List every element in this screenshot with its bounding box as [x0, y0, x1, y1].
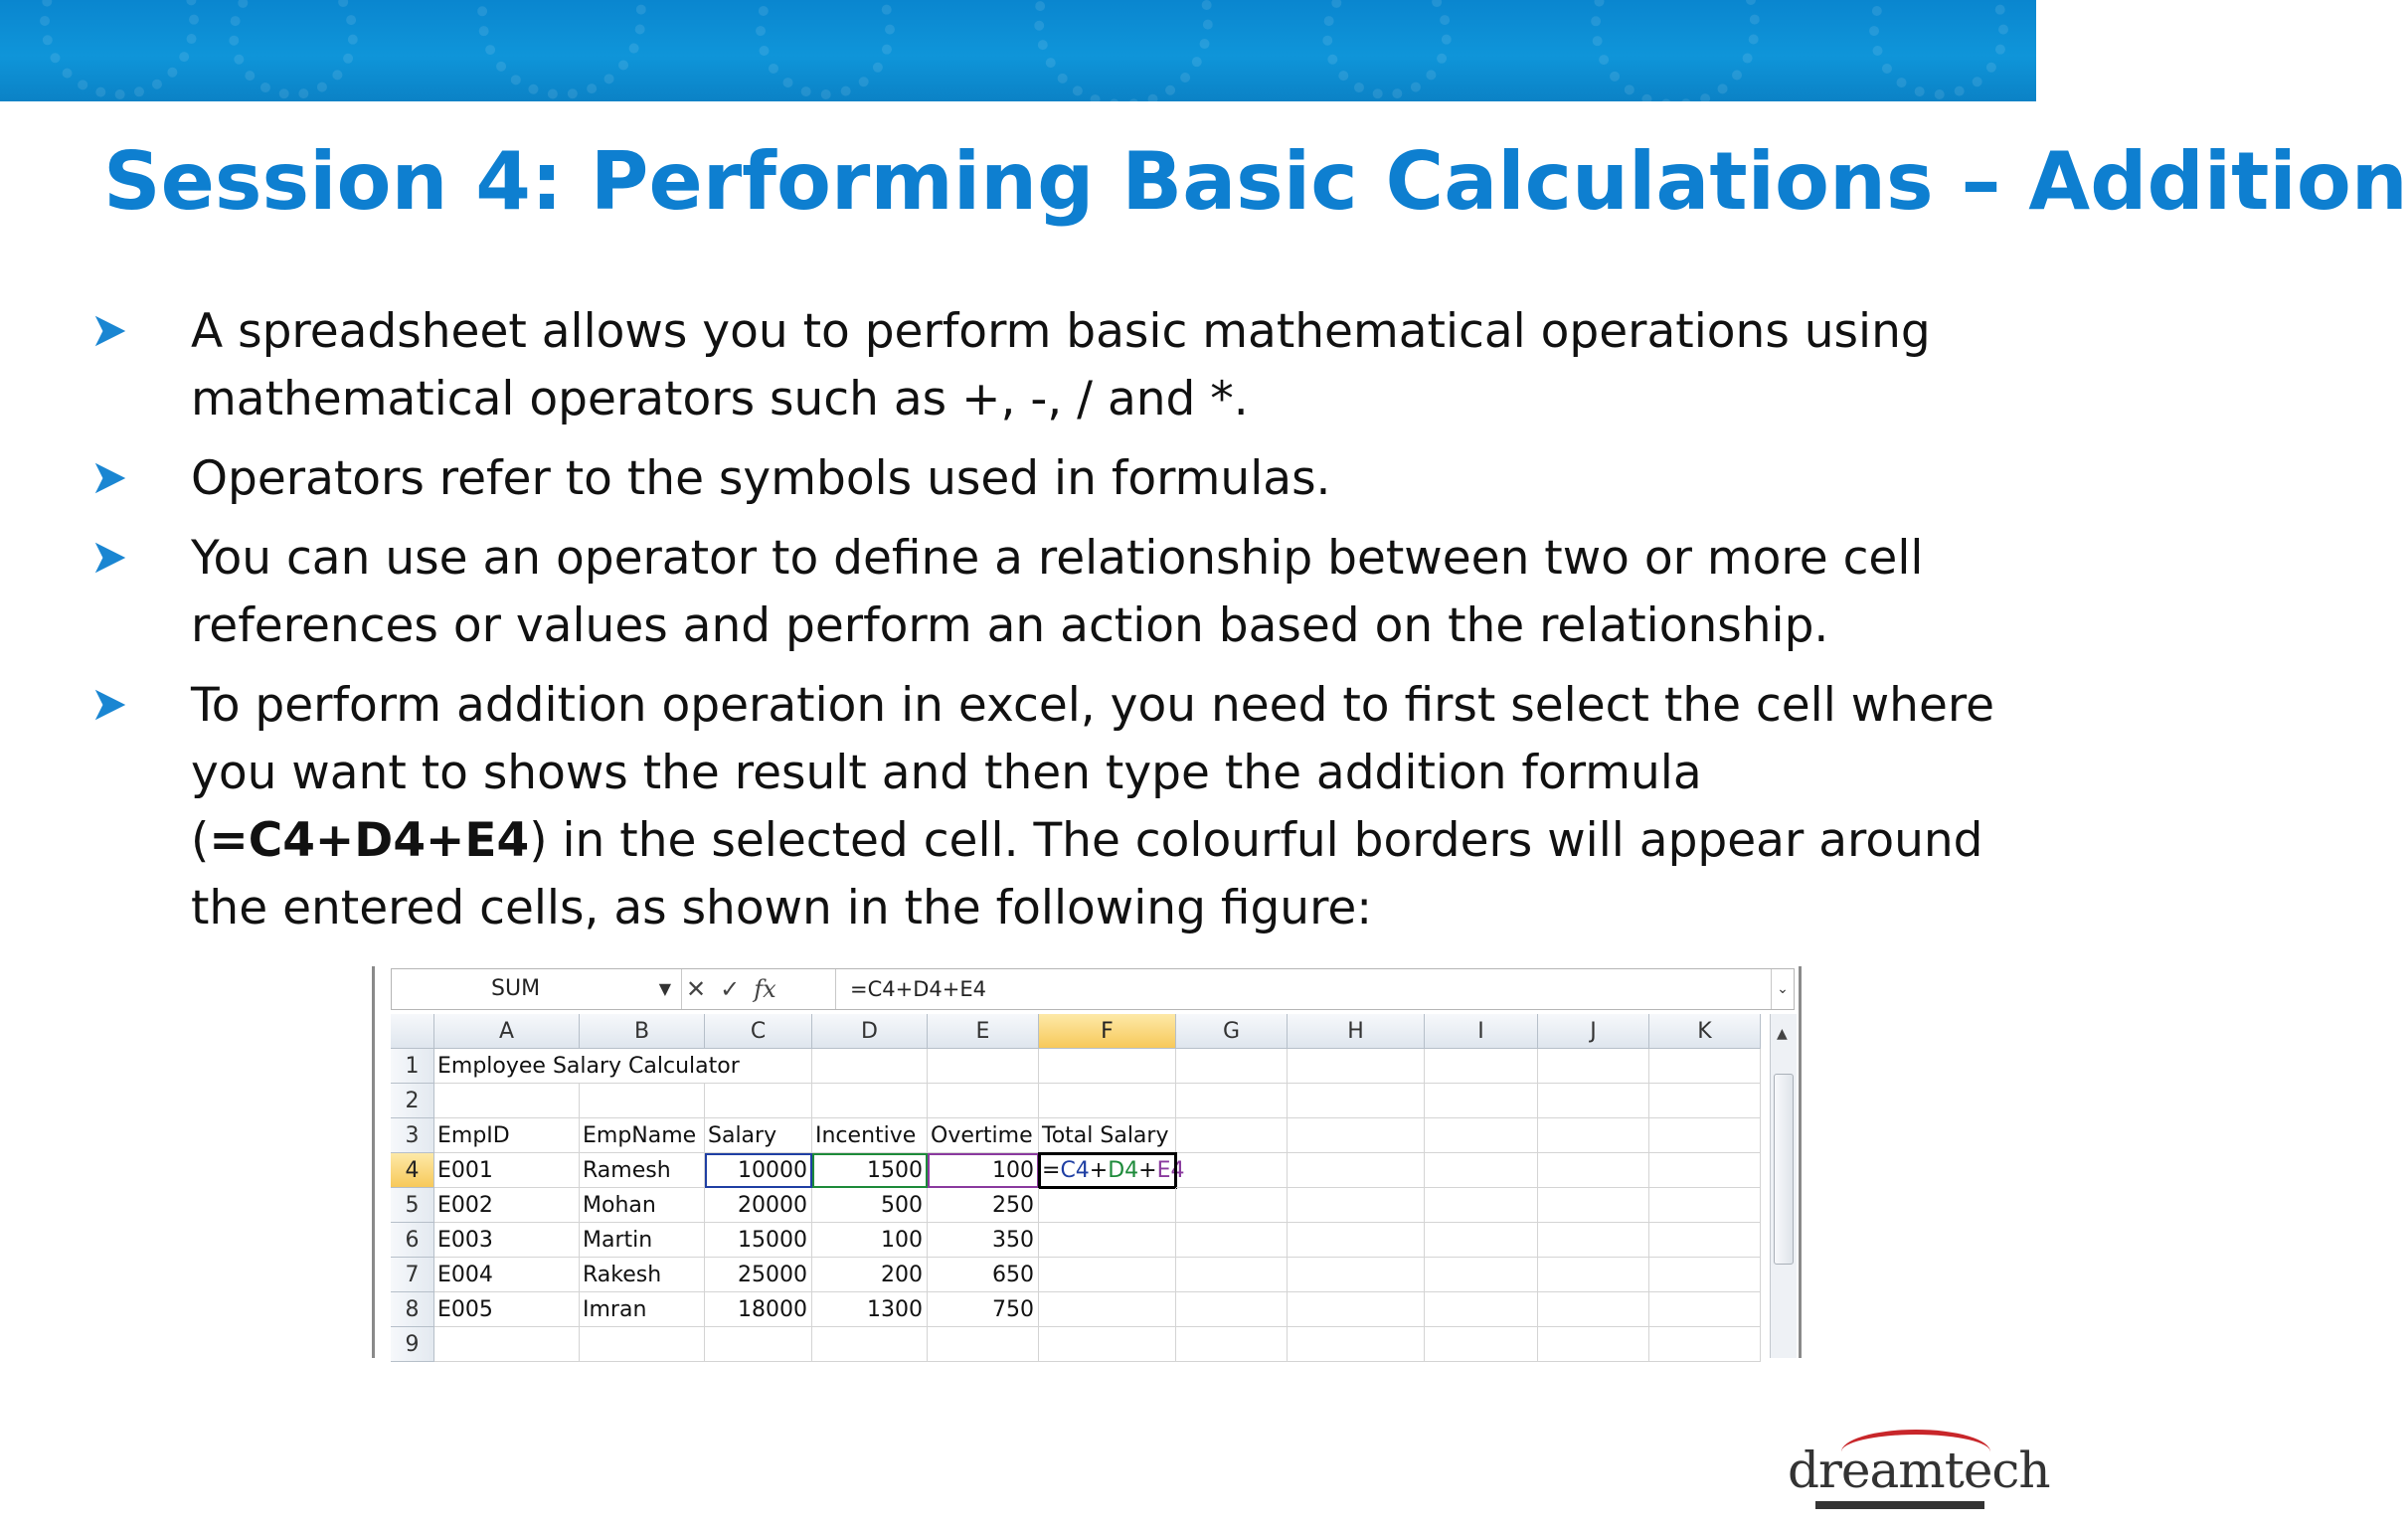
formula-buttons — [686, 969, 835, 1009]
cell[interactable] — [1288, 1327, 1425, 1362]
cell[interactable] — [812, 1049, 928, 1084]
formula-ref-e4: E4 — [1156, 1158, 1185, 1183]
formula-plus: + — [1089, 1158, 1109, 1183]
cell-header-incentive[interactable]: Incentive — [812, 1118, 928, 1153]
enter-check-icon[interactable]: ✓ — [720, 975, 741, 1003]
cell[interactable] — [1649, 1258, 1761, 1292]
cell[interactable]: E001 — [434, 1153, 580, 1188]
cell[interactable]: 100 — [812, 1223, 928, 1258]
cell[interactable]: 250 — [928, 1188, 1039, 1223]
bullet-item — [89, 298, 1998, 433]
bullet-text-after: ) in the selected cell. The colourful borders will appear around the entered cells, as shown in the following figure: — [191, 813, 1983, 935]
row-header[interactable]: 7 — [391, 1258, 434, 1292]
cell[interactable] — [1288, 1188, 1425, 1223]
column-header-selected[interactable]: F — [1039, 1014, 1176, 1049]
bullet-text: You can use an operator to define a relationship between two or more cell references or values and perform an action based on the relationship. — [191, 531, 1924, 653]
cell[interactable] — [1649, 1292, 1761, 1327]
dreamtech-logo — [1788, 1438, 2050, 1509]
name-box[interactable] — [392, 969, 682, 1009]
scroll-up-icon[interactable]: ▲ — [1777, 1026, 1788, 1042]
column-header[interactable]: C — [705, 1014, 812, 1049]
cell[interactable] — [1039, 1292, 1176, 1327]
cell[interactable]: 350 — [928, 1223, 1039, 1258]
cell[interactable] — [1176, 1292, 1288, 1327]
arrow-bullet-icon — [91, 686, 129, 724]
formula-ref-c4: C4 — [1060, 1158, 1090, 1183]
cell[interactable] — [1288, 1118, 1425, 1153]
cell[interactable] — [1425, 1153, 1538, 1188]
cell[interactable] — [1425, 1327, 1538, 1362]
bullet-text: Operators refer to the symbols used in formulas. — [191, 451, 1331, 506]
cell[interactable] — [1425, 1049, 1538, 1084]
cell[interactable]: E005 — [434, 1292, 580, 1327]
cell[interactable] — [928, 1084, 1039, 1118]
bullet-item — [89, 525, 1998, 660]
cell-header-total-salary[interactable]: Total Salary — [1039, 1118, 1176, 1153]
logo-underline — [1815, 1501, 1984, 1509]
expand-formula-bar-icon[interactable]: ⌄ — [1771, 969, 1794, 1009]
cell[interactable] — [1039, 1258, 1176, 1292]
row-header[interactable]: 9 — [391, 1327, 434, 1362]
column-header[interactable]: D — [812, 1014, 928, 1049]
column-header[interactable]: G — [1176, 1014, 1288, 1049]
cell[interactable] — [1176, 1327, 1288, 1362]
arrow-bullet-icon — [91, 459, 129, 497]
cell[interactable] — [1176, 1258, 1288, 1292]
arrow-bullet-icon — [91, 539, 129, 577]
row-header[interactable]: 2 — [391, 1084, 434, 1118]
cell[interactable] — [580, 1327, 705, 1362]
row-header[interactable]: 8 — [391, 1292, 434, 1327]
bullet-text-before: To perform addition operation in excel, you need to first select the cell where you want to shows the result and then type the addition formula ( — [191, 678, 1995, 868]
bullet-list — [89, 298, 1998, 954]
cell[interactable]: Rakesh — [580, 1258, 705, 1292]
header-band — [0, 0, 2036, 101]
column-header[interactable]: I — [1425, 1014, 1538, 1049]
cell[interactable] — [1425, 1223, 1538, 1258]
cell[interactable] — [1039, 1049, 1176, 1084]
cell[interactable]: 750 — [928, 1292, 1039, 1327]
row-header[interactable]: 5 — [391, 1188, 434, 1223]
column-header[interactable]: K — [1649, 1014, 1761, 1049]
scrollbar-thumb[interactable] — [1774, 1074, 1794, 1265]
cell[interactable] — [1425, 1292, 1538, 1327]
dropdown-arrow-icon[interactable]: ▼ — [658, 979, 671, 998]
cell[interactable] — [1649, 1118, 1761, 1153]
cell-ref-c4[interactable]: 10000 — [705, 1153, 812, 1188]
cell[interactable] — [705, 1327, 812, 1362]
cell[interactable]: Mohan — [580, 1188, 705, 1223]
cell-ref-d4[interactable]: 1500 — [812, 1153, 928, 1188]
row-header-selected[interactable]: 4 — [391, 1153, 434, 1188]
cell[interactable] — [1538, 1327, 1649, 1362]
logo-text: dreamtech — [1788, 1442, 2050, 1499]
cell[interactable] — [812, 1084, 928, 1118]
cell[interactable] — [1538, 1118, 1649, 1153]
cell[interactable]: Ramesh — [580, 1153, 705, 1188]
cell[interactable] — [1288, 1292, 1425, 1327]
cell[interactable] — [1649, 1188, 1761, 1223]
cell[interactable] — [1538, 1049, 1649, 1084]
cancel-icon[interactable]: ✕ — [686, 975, 707, 1003]
formula-plus: + — [1138, 1158, 1157, 1183]
cell[interactable]: E002 — [434, 1188, 580, 1223]
cell[interactable] — [1176, 1118, 1288, 1153]
cell[interactable] — [1649, 1223, 1761, 1258]
cell[interactable] — [1425, 1258, 1538, 1292]
cell[interactable] — [434, 1084, 580, 1118]
cell[interactable] — [1649, 1084, 1761, 1118]
cell[interactable] — [1425, 1188, 1538, 1223]
column-header[interactable]: J — [1538, 1014, 1649, 1049]
formula-bar — [391, 968, 1795, 1010]
cell[interactable] — [1039, 1327, 1176, 1362]
cell[interactable]: E003 — [434, 1223, 580, 1258]
cell[interactable] — [1039, 1223, 1176, 1258]
cell[interactable] — [1176, 1223, 1288, 1258]
cell[interactable]: 200 — [812, 1258, 928, 1292]
row-header[interactable]: 3 — [391, 1118, 434, 1153]
cell[interactable] — [1425, 1084, 1538, 1118]
bullet-item — [89, 672, 1998, 942]
cell[interactable]: E004 — [434, 1258, 580, 1292]
cell[interactable] — [928, 1327, 1039, 1362]
column-header[interactable]: A — [434, 1014, 580, 1049]
cell[interactable] — [1288, 1258, 1425, 1292]
cell[interactable] — [1288, 1049, 1425, 1084]
select-all-corner[interactable] — [391, 1014, 434, 1049]
cell[interactable] — [1538, 1223, 1649, 1258]
cell[interactable] — [1649, 1049, 1761, 1084]
cell[interactable]: 500 — [812, 1188, 928, 1223]
cell[interactable] — [1039, 1084, 1176, 1118]
cell-header-salary[interactable]: Salary — [705, 1118, 812, 1153]
active-cell-f4[interactable] — [1039, 1153, 1185, 1188]
cell[interactable] — [1176, 1188, 1288, 1223]
cell[interactable] — [580, 1084, 705, 1118]
cell-title[interactable]: Employee Salary Calculator — [434, 1049, 705, 1084]
insert-function-icon[interactable]: fx — [754, 975, 776, 1003]
bullet-formula: =C4+D4+E4 — [209, 813, 530, 868]
cell[interactable] — [1176, 1084, 1288, 1118]
vertical-scrollbar[interactable] — [1770, 1014, 1797, 1358]
cell[interactable] — [434, 1327, 580, 1362]
cell[interactable] — [1538, 1188, 1649, 1223]
cell[interactable]: Imran — [580, 1292, 705, 1327]
row-header[interactable]: 6 — [391, 1223, 434, 1258]
cell[interactable] — [1425, 1118, 1538, 1153]
cell[interactable] — [1538, 1258, 1649, 1292]
cell[interactable]: 15000 — [705, 1223, 812, 1258]
cell[interactable]: 25000 — [705, 1258, 812, 1292]
cell[interactable]: 1300 — [812, 1292, 928, 1327]
cell[interactable] — [1288, 1084, 1425, 1118]
cell[interactable] — [1538, 1292, 1649, 1327]
column-header[interactable]: H — [1288, 1014, 1425, 1049]
formula-eq: = — [1042, 1158, 1061, 1183]
cell[interactable]: 18000 — [705, 1292, 812, 1327]
cell[interactable]: Martin — [580, 1223, 705, 1258]
cell-header-empid[interactable]: EmpID — [434, 1118, 580, 1153]
cell-header-overtime[interactable]: Overtime — [928, 1118, 1039, 1153]
spreadsheet-figure — [372, 966, 1802, 1358]
bullet-text: A spreadsheet allows you to perform basic mathematical operations using mathematical operators such as +, -, / and *. — [191, 304, 1931, 426]
cell-header-empname[interactable]: EmpName — [580, 1118, 705, 1153]
name-box-value: SUM — [491, 976, 541, 1001]
slide-title: Session 4: Performing Basic Calculations – Addition — [103, 135, 2408, 228]
formula-input[interactable]: =C4+D4+E4 — [835, 969, 986, 1009]
cell[interactable] — [812, 1327, 928, 1362]
row-header[interactable]: 1 — [391, 1049, 434, 1084]
cell[interactable] — [1538, 1084, 1649, 1118]
cell-ref-e4[interactable]: 100 — [928, 1153, 1039, 1188]
cell[interactable]: 20000 — [705, 1188, 812, 1223]
bullet-item — [89, 445, 1998, 513]
arrow-bullet-icon — [91, 312, 129, 350]
cell[interactable] — [1288, 1153, 1425, 1188]
cell[interactable] — [1288, 1223, 1425, 1258]
cell[interactable] — [1176, 1049, 1288, 1084]
cell[interactable] — [928, 1049, 1039, 1084]
formula-ref-d4: D4 — [1108, 1158, 1139, 1183]
cell[interactable] — [1649, 1153, 1761, 1188]
column-header[interactable]: E — [928, 1014, 1039, 1049]
cell[interactable] — [705, 1049, 812, 1084]
cell[interactable]: 650 — [928, 1258, 1039, 1292]
cell[interactable] — [705, 1084, 812, 1118]
cell[interactable] — [1649, 1327, 1761, 1362]
cell[interactable] — [1538, 1153, 1649, 1188]
column-header[interactable]: B — [580, 1014, 705, 1049]
cell[interactable] — [1039, 1188, 1176, 1223]
cell[interactable] — [1176, 1153, 1288, 1188]
